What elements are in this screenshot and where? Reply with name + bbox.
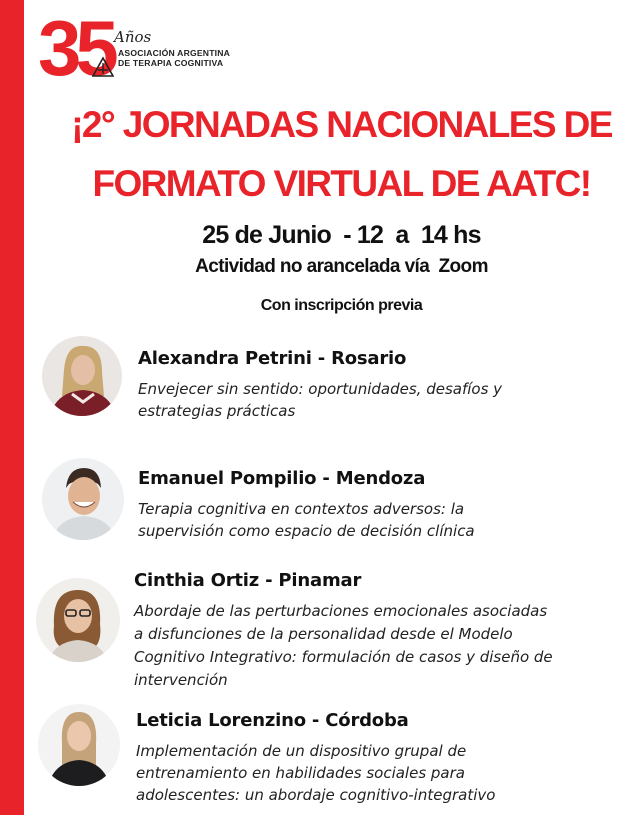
speaker-card: [0, 336, 643, 446]
speaker-topic: [138, 378, 502, 422]
speaker-topic-line: Terapia cognitiva en contextos adversos: la: [138, 500, 465, 518]
speaker-topic-line: Cognitivo Integrativo: formulación de casos y diseño de: [134, 648, 553, 666]
title-line-1: ¡2° JORNADAS NACIONALES DE: [71, 104, 612, 145]
speaker-name: Emanuel Pompilio - Mendoza: [138, 468, 426, 489]
speaker-card: [0, 458, 643, 558]
speaker-name: Cinthia Ortiz - Pinamar: [134, 570, 362, 591]
logo-org-line2: DE TERAPIA COGNITIVA: [118, 58, 224, 68]
speaker-topic-line: Envejecer sin sentido: oportunidades, desafíos y: [138, 380, 503, 398]
speaker-topic: [134, 600, 553, 692]
speaker-photo: [42, 458, 124, 540]
speaker-card: [0, 570, 643, 694]
speaker-name: Alexandra Petrini - Rosario: [138, 348, 407, 369]
speaker-photo: [36, 578, 120, 662]
speaker-topic-line: a disfunciones de la personalidad desde el Modelo: [134, 625, 513, 643]
speaker-topic: [136, 740, 495, 806]
event-activity: Actividad no arancelada vía Zoom: [195, 256, 488, 277]
event-registration: Con inscripción previa: [260, 297, 423, 314]
speaker-topic-line: intervención: [134, 671, 228, 689]
logo-anos: Años: [114, 28, 152, 46]
title-line-2: FORMATO VIRTUAL DE AATC!: [92, 163, 591, 204]
speaker-topic-line: estrategias prácticas: [138, 402, 296, 420]
speaker-topic-line: supervisión como espacio de decisión clínica: [138, 522, 475, 540]
speaker-topic-line: Abordaje de las perturbaciones emocionales asociadas: [134, 602, 548, 620]
logo-org-line1: ASOCIACIÓN ARGENTINA: [118, 48, 231, 58]
speaker-topic-line: entrenamiento en habilidades sociales para: [136, 764, 465, 782]
speaker-topic-line: Implementación de un dispositivo grupal de: [136, 742, 467, 760]
logo-number: 35: [38, 4, 113, 92]
speaker-photo: [38, 704, 120, 786]
speaker-photo: [42, 336, 122, 416]
speaker-topic-line: adolescentes: un abordaje cognitivo-integrativo: [136, 786, 496, 804]
aatc-logo: [38, 4, 238, 92]
event-date: 25 de Junio - 12 a 14 hs: [202, 221, 481, 249]
logo-org-name: [118, 48, 230, 68]
speaker-name: Leticia Lorenzino - Córdoba: [136, 710, 409, 731]
speaker-topic: [138, 498, 475, 542]
triangle-emblem-icon: [92, 56, 114, 78]
speaker-card: [0, 702, 643, 812]
